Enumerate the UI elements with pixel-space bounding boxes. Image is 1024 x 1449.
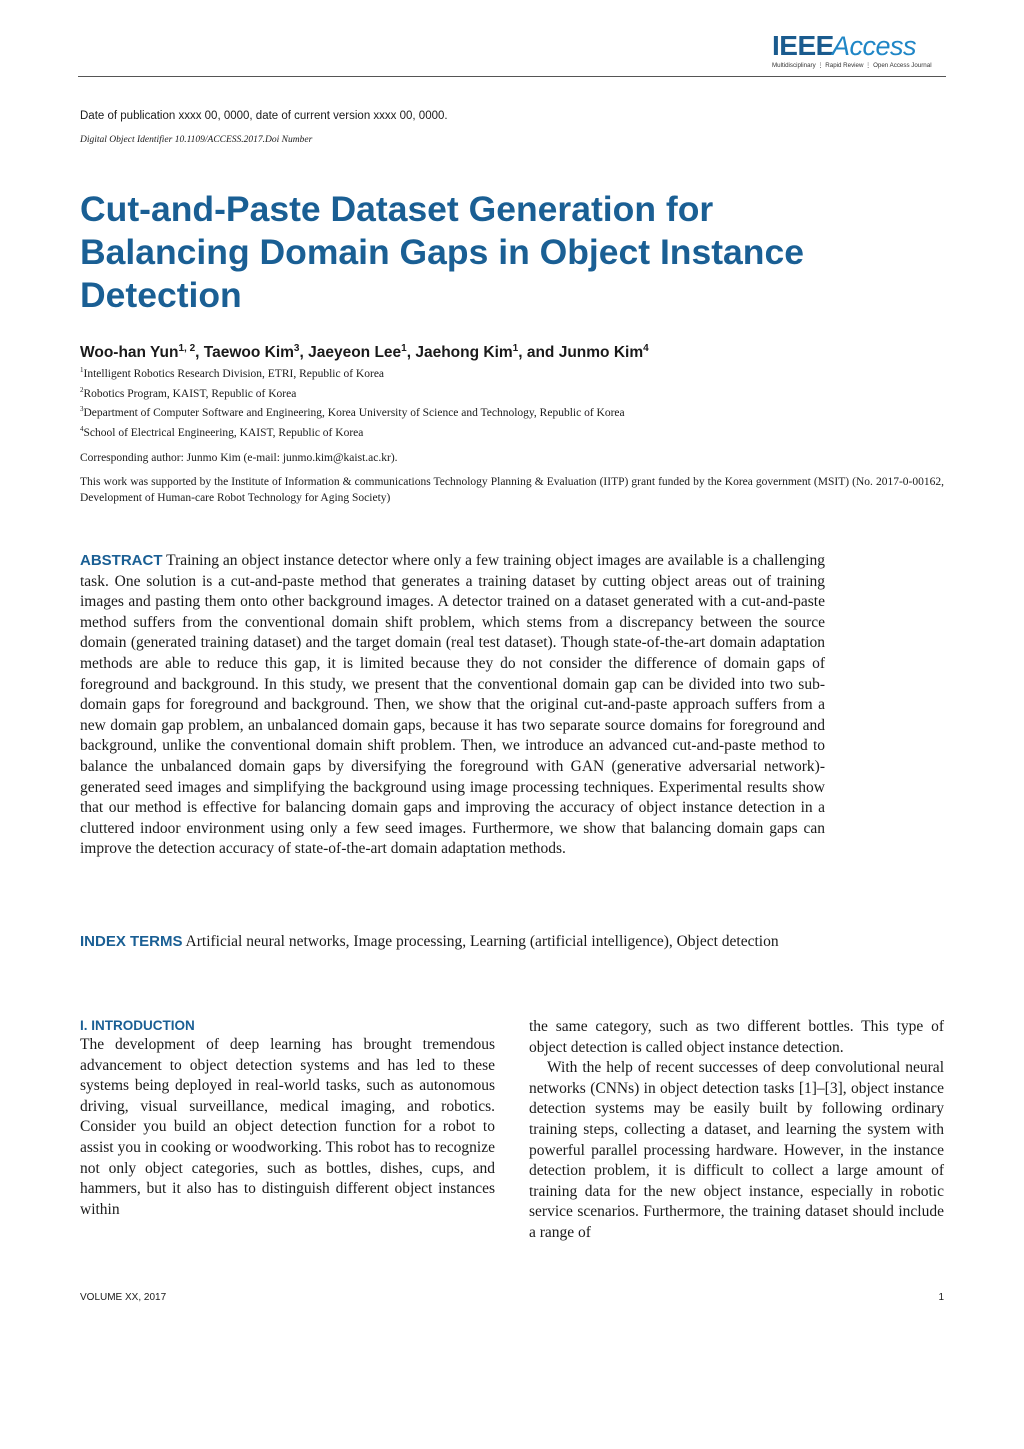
index-terms-label: INDEX TERMS	[80, 933, 183, 950]
section-heading: I. INTRODUCTION	[80, 1018, 195, 1033]
affiliation-item	[80, 363, 625, 383]
footer-volume: VOLUME XX, 2017	[80, 1292, 167, 1303]
logo-ieee-text: IEEE	[772, 30, 834, 61]
index-terms-section	[80, 932, 825, 953]
affiliation-list	[80, 363, 625, 441]
title-line: Cut-and-Paste Dataset Generation for	[80, 189, 714, 229]
paper-title	[80, 188, 940, 317]
intro-paragraph-right-2: With the help of recent successes of deep convolutional neural networks (CNNs) in object detection tasks [1]–[3], object instance detection systems may be easily built by following ordinary training steps, collecting a dataset, and learning the system with powerful parallel processing hardware. However, in the instance detection problem, it is difficult to collect a large amount of training data for the new object instance, especially in robotic service scenarios. Furthermore, the training dataset should include a range of	[529, 1059, 944, 1241]
abstract-section	[80, 551, 825, 860]
intro-paragraph-left: The development of deep learning has brought tremendous advancement to object detection systems and has led to these systems being deployed in real-world tasks, such as autonomous driving, visual surveillance, medical imaging, and robotics. Consider you build an object detection function for a robot to assist you in cooking or woodworking. This robot has to recognize not only object categories, such as bottles, dishes, cups, and hammers, but it also has to distinguish different object instances within	[80, 1036, 495, 1218]
affiliation-text: Intelligent Robotics Research Division, ETRI, Republic of Korea	[83, 367, 385, 380]
affiliation-text: Robotics Program, KAIST, Republic of Korea	[83, 387, 297, 400]
author-name: Taewoo Kim	[203, 344, 294, 362]
author-separator: , and	[518, 344, 559, 362]
author-list	[80, 343, 649, 362]
affiliation-sup: 3	[80, 405, 84, 414]
index-terms-text: Artificial neural networks, Image processing, Learning (artificial intelligence), Object detection	[185, 933, 779, 950]
abstract-label: ABSTRACT	[80, 552, 163, 569]
affiliation-sup: 1	[80, 366, 84, 374]
affiliation-text: Department of Computer Software and Engineering, Korea University of Science and Technology, Republic of Korea	[83, 406, 625, 419]
author-separator: ,	[299, 344, 309, 362]
affiliation-item	[80, 383, 625, 403]
author-name: Jaehong Kim	[415, 344, 513, 362]
author-name: Woo-han Yun	[80, 344, 179, 362]
author-affil-sup: 1	[401, 343, 407, 354]
header-divider	[78, 76, 946, 77]
logo-tagline: Multidisciplinary ⋮ Rapid Review ⋮ Open Access Journal	[772, 62, 932, 69]
affiliation-sup: 4	[80, 424, 84, 433]
author-affil-sup: 1, 2	[178, 343, 196, 354]
author-separator: ,	[195, 344, 204, 362]
title-line: Detection	[80, 275, 242, 315]
doi-line: Digital Object Identifier 10.1109/ACCESS.2017.Doi Number	[80, 135, 313, 145]
author-affil-sup: 3	[293, 343, 300, 354]
author-affil-sup: 1	[512, 343, 519, 354]
affiliation-text: School of Electrical Engineering, KAIST, Republic of Korea	[83, 426, 364, 439]
author-name: Junmo Kim	[558, 344, 644, 362]
corresponding-author: Corresponding author: Junmo Kim (e-mail: junmo.kim@kaist.ac.kr).	[80, 452, 398, 464]
footer-page-number: 1	[938, 1292, 944, 1303]
left-column	[80, 1016, 495, 1220]
publication-date: Date of publication xxxx 00, 0000, date of current version xxxx 00, 0000.	[80, 110, 448, 122]
abstract-text: Training an object instance detector where only a few training object images are available is a challenging task. One solution is a cut-and-paste method that generates a training dataset by cutting object areas out of training images and pasting them onto other background images. A detector trained on a dataset generated with a cut-and-paste method suffers from the conventional domain shift problem, which stems from a discrepancy between the source domain (generated training dataset) and the target domain (real test dataset). Though state-of-the-art domain adaptation methods are able to reduce this gap, it is limited because they do not consider the difference of domain gaps of foreground and background. In this study, we present that the conventional domain gap can be divided into two sub-domain gaps for foreground and background. Then, we show that the original cut-and-paste approach suffers from a new domain gap problem, an unbalanced domain gaps, because it has two separate source domains for foreground and background, unlike the conventional domain shift problem. Then, we introduce an advanced cut-and-paste method to balance the unbalanced domain gaps by diversifying the foreground with GAN (generative adversarial network)-generated seed images and simplifying the background using image processing techniques. Experimental results show that our method is effective for balancing domain gaps and improving the accuracy of object instance detection in a cluttered indoor environment using only a few seed images. Furthermore, we show that balancing domain gaps can improve the detection accuracy of state-of-the-art domain adaptation methods.	[80, 552, 825, 858]
ieee-access-logo	[772, 30, 942, 74]
affiliation-item	[80, 402, 625, 422]
intro-paragraph-right-1: the same category, such as two different bottles. This type of object detection is called object instance detection.	[529, 1018, 944, 1056]
author-separator: ,	[406, 344, 416, 362]
affiliation-item	[80, 422, 625, 442]
right-column	[529, 1017, 944, 1244]
affiliation-sup: 2	[80, 385, 84, 394]
logo-access-text: Access	[832, 31, 917, 61]
author-affil-sup: 4	[643, 343, 649, 354]
funding-note: This work was supported by the Institute of Information & communications Technology Planning & Evaluation (IITP) grant funded by the Korea government (MSIT) (No. 2017-0-00162, Development of Human-care Robot Technology for Aging Society)	[80, 476, 944, 504]
title-line: Balancing Domain Gaps in Object Instance	[80, 232, 804, 272]
author-name: Jaeyeon Lee	[308, 344, 402, 362]
